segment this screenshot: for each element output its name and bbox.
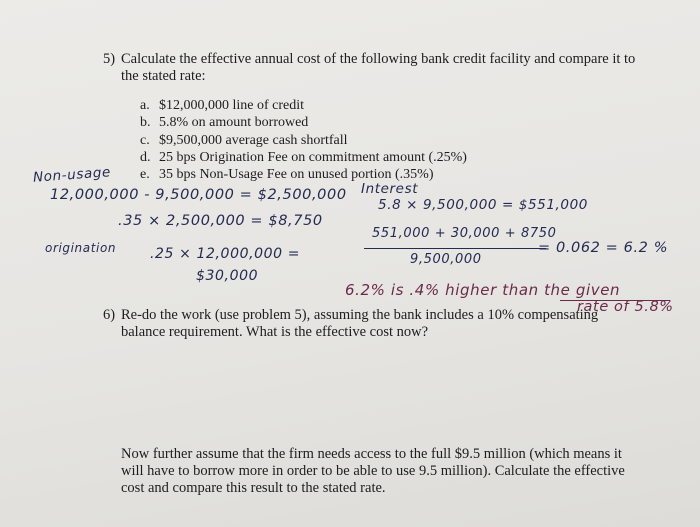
item-text: 25 bps Origination Fee on commitment amount (.25%) bbox=[159, 150, 467, 165]
fraction-bar bbox=[364, 248, 546, 249]
problem-5-item-d bbox=[140, 150, 467, 166]
problem-5-text-line-1: Calculate the effective annual cost of the following bank credit facility and compare it to bbox=[121, 51, 636, 67]
problem-5-text-line-2: the stated rate: bbox=[121, 68, 206, 84]
handwritten-interest-label: Interest bbox=[361, 181, 419, 197]
handwritten-non-usage-label: Non-usage bbox=[32, 164, 112, 186]
problem-5-item-c bbox=[140, 133, 348, 149]
problem-5-number: 5) bbox=[103, 51, 116, 67]
followup-line-1: Now further assume that the firm needs access to the full $9.5 million (which means it bbox=[121, 446, 622, 462]
item-label: c. bbox=[140, 133, 150, 148]
problem-6-text-line-2: balance requirement. What is the effective cost now? bbox=[121, 324, 429, 340]
item-label: a. bbox=[140, 98, 150, 113]
handwritten-conclusion-line-1: 6.2% is .4% higher than the given bbox=[345, 281, 621, 299]
handwritten-denominator: 9,500,000 bbox=[410, 252, 482, 267]
followup-line-2: will have to borrow more in order to be able to use 9.5 million). Calculate the effective bbox=[121, 463, 625, 479]
handwritten-non-usage-fee-calc: .35 × 2,500,000 = $8,750 bbox=[118, 213, 323, 229]
handwritten-origination-label: origination bbox=[45, 241, 117, 255]
problem-5-item-a bbox=[140, 98, 304, 114]
problem-6-text-line-1: Re-do the work (use problem 5), assuming the bank includes a 10% compensating bbox=[121, 307, 599, 323]
item-label: e. bbox=[140, 167, 150, 182]
followup-line-3: cost and compare this result to the stated rate. bbox=[121, 480, 386, 496]
handwritten-origination-result: $30,000 bbox=[196, 268, 259, 284]
handwritten-origination-calc: .25 × 12,000,000 = bbox=[150, 246, 301, 262]
item-text: 35 bps Non-Usage Fee on unused portion (.35%) bbox=[159, 167, 434, 182]
handwritten-conclusion-line-2: rate of 5.8% bbox=[577, 299, 674, 315]
handwritten-result: = 0.062 = 6.2 % bbox=[538, 240, 669, 256]
problem-6-number: 6) bbox=[103, 307, 116, 323]
handwritten-unused-calc: 12,000,000 - 9,500,000 = $2,500,000 bbox=[50, 187, 347, 203]
item-label: d. bbox=[140, 150, 151, 165]
handwritten-numerator: 551,000 + 30,000 + 8750 bbox=[372, 226, 557, 241]
problem-5-item-b bbox=[140, 115, 308, 131]
item-text: $9,500,000 average cash shortfall bbox=[159, 133, 348, 148]
item-text: $12,000,000 line of credit bbox=[159, 98, 305, 113]
item-text: 5.8% on amount borrowed bbox=[159, 115, 309, 130]
item-label: b. bbox=[140, 115, 151, 130]
handwritten-interest-calc: 5.8 × 9,500,000 = $551,000 bbox=[378, 197, 588, 213]
